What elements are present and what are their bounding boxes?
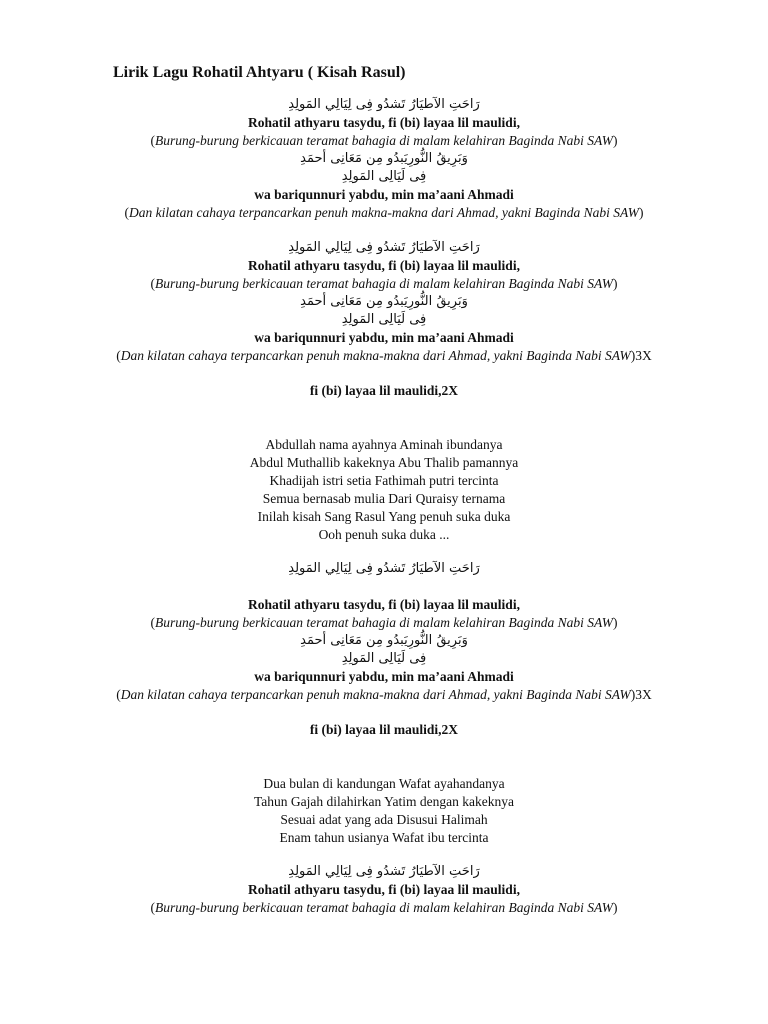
arabic-line-1: رَاحَتِ الآطيَارُ تَشدُو فِى لِيَالِي المَولِدِ [288,561,480,576]
latin-line-2: wa bariqunnuri yabdu, min ma’aani Ahmadi [254,669,514,684]
arabic-line-1: رَاحَتِ الآطيَارُ تَشدُو فِى لِيَالِي المَولِدِ [288,97,480,112]
verse-line: Inilah kisah Sang Rasul Yang penuh suka duka [257,509,511,524]
latin-line-2: wa bariqunnuri yabdu, min ma’aani Ahmadi [254,330,514,345]
latin-line-1: Rohatil athyaru tasydu, fi (bi) layaa lil maulidi, [248,115,520,130]
arabic-line-3: فِى لَيَالِى المَولِدِ [341,312,427,327]
latin-line-1: Rohatil athyaru tasydu, fi (bi) layaa lil maulidi, [248,258,520,273]
verse-line: Abdullah nama ayahnya Aminah ibundanya [265,437,503,452]
translation-line-1: (Burung-burung berkicauan teramat bahagia di malam kelahiran Baginda Nabi SAW) [150,276,618,291]
repeat-line: fi (bi) layaa lil maulidi,2X [309,722,459,737]
arabic-line-1: رَاحَتِ الآطيَارُ تَشدُو فِى لِيَالِي المَولِدِ [288,240,480,255]
arabic-line-2: وَبَرِيقُ النُّورِيَبدُو مِن مَعَانِى أحمَدِ [300,633,468,648]
latin-line-2: wa bariqunnuri yabdu, min ma’aani Ahmadi [254,187,514,202]
verse-2 [0,775,768,847]
translation-line-2-repeat: (Dan kilatan cahaya terpancarkan penuh makna-makna dari Ahmad, yakni Baginda Nabi SAW)3X [116,687,652,702]
translation-line-1: (Burung-burung berkicauan teramat bahagia di malam kelahiran Baginda Nabi SAW) [150,900,618,915]
translation-line-2: (Dan kilatan cahaya terpancarkan penuh makna-makna dari Ahmad, yakni Baginda Nabi SAW) [124,205,644,220]
verse-line: Abdul Muthallib kakeknya Abu Thalib pamannya [249,455,519,470]
verse-line: Tahun Gajah dilahirkan Yatim dengan kakeknya [254,794,514,809]
verse-line: Sesuai adat yang ada Disusui Halimah [280,812,488,827]
translation-line-2-repeat: (Dan kilatan cahaya terpancarkan penuh makna-makna dari Ahmad, yakni Baginda Nabi SAW)3X [116,348,652,363]
translation-line-1: (Burung-burung berkicauan teramat bahagia di malam kelahiran Baginda Nabi SAW) [150,133,618,148]
repeat-line: fi (bi) layaa lil maulidi,2X [309,383,459,398]
arabic-line-3: فِى لَيَالِى المَولِدِ [341,169,427,184]
verse-line: Ooh penuh suka duka ... [318,527,450,542]
translation-line-1: (Burung-burung berkicauan teramat bahagia di malam kelahiran Baginda Nabi SAW) [150,615,618,630]
verse-line: Dua bulan di kandungan Wafat ayahandanya [263,776,505,791]
verse-line: Khadijah istri setia Fathimah putri tercinta [269,473,499,488]
verse-line: Enam tahun usianya Wafat ibu tercinta [279,830,489,845]
arabic-line-2: وَبَرِيقُ النُّورِيَبدُو مِن مَعَانِى أحمَدِ [300,294,468,309]
arabic-line-3: فِى لَيَالِى المَولِدِ [341,651,427,666]
document-title: Lirik Lagu Rohatil Ahtyaru ( Kisah Rasul) [113,64,406,81]
repeat-marker: 3X [635,348,652,363]
repeat-marker: 3X [635,687,652,702]
verse-1 [0,436,768,544]
arabic-line-2: وَبَرِيقُ النُّورِيَبدُو مِن مَعَانِى أحمَدِ [300,151,468,166]
arabic-line-1: رَاحَتِ الآطيَارُ تَشدُو فِى لِيَالِي المَولِدِ [288,864,480,879]
latin-line-1: Rohatil athyaru tasydu, fi (bi) layaa lil maulidi, [248,882,520,897]
verse-line: Semua bernasab mulia Dari Quraisy ternama [262,491,506,506]
lyrics-body [0,96,768,917]
latin-line-1: Rohatil athyaru tasydu, fi (bi) layaa lil maulidi, [248,597,520,612]
